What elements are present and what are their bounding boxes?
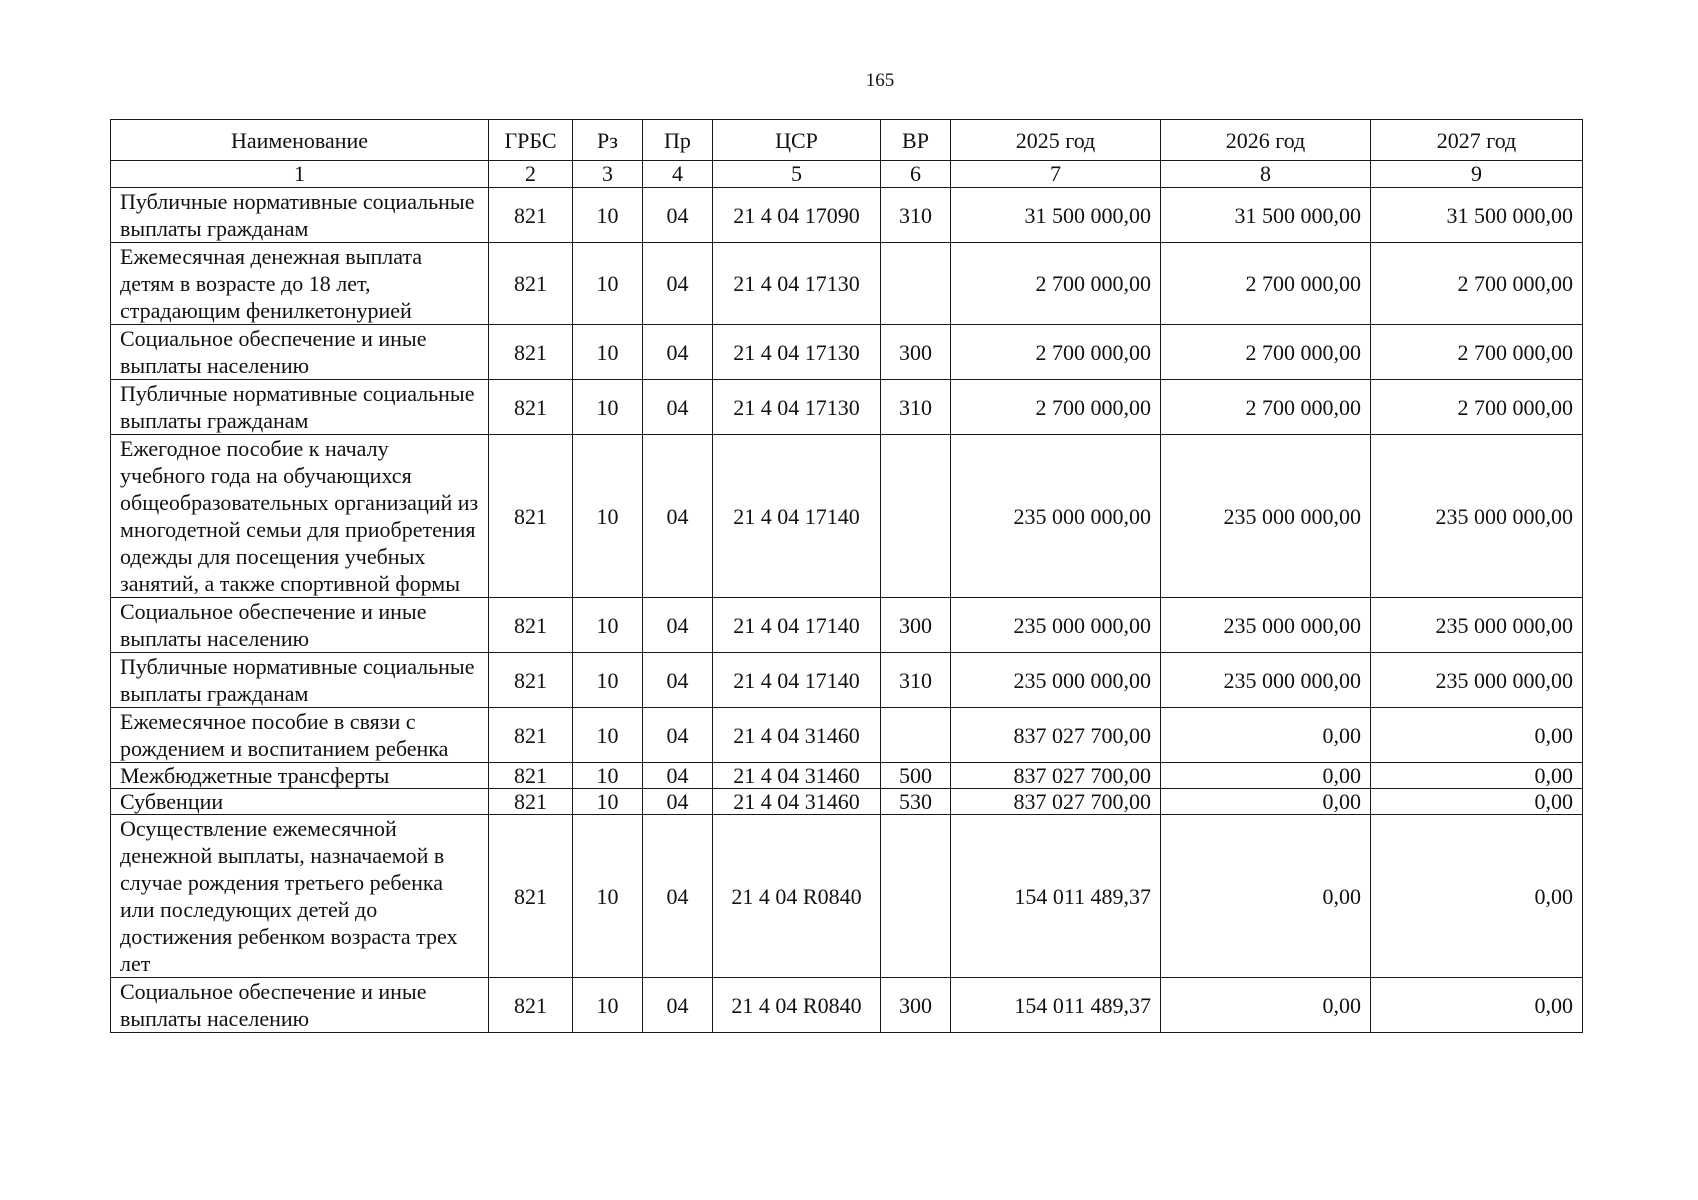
table-row — [111, 708, 1583, 763]
row-pr: 04 — [643, 763, 713, 789]
row-pr: 04 — [643, 708, 713, 763]
column-number-row — [111, 161, 1583, 188]
row-rz: 10 — [573, 653, 643, 708]
row-name: Публичные нормативные социальные выплаты гражданам — [111, 653, 489, 708]
row-rz: 10 — [573, 978, 643, 1033]
table-row — [111, 435, 1583, 598]
column-number: 1 — [111, 161, 489, 188]
row-name: Ежемесячная денежная выплата детям в возрасте до 18 лет, страдающим фенилкетонурией — [111, 243, 489, 325]
row-vr — [881, 435, 951, 598]
header-2027: 2027 год — [1371, 120, 1583, 161]
header-vr: ВР — [881, 120, 951, 161]
table-row — [111, 653, 1583, 708]
row-vr: 310 — [881, 380, 951, 435]
row-rz: 10 — [573, 789, 643, 815]
row-grbs: 821 — [489, 435, 573, 598]
row-grbs: 821 — [489, 978, 573, 1033]
table-row — [111, 598, 1583, 653]
row-grbs: 821 — [489, 789, 573, 815]
row-name: Субвенции — [111, 789, 489, 815]
budget-table — [110, 119, 1583, 1033]
table-row — [111, 243, 1583, 325]
row-pr: 04 — [643, 188, 713, 243]
row-vr — [881, 815, 951, 978]
row-amount-2025: 2 700 000,00 — [951, 380, 1161, 435]
row-pr: 04 — [643, 598, 713, 653]
row-amount-2025: 2 700 000,00 — [951, 325, 1161, 380]
row-vr: 310 — [881, 653, 951, 708]
row-vr: 500 — [881, 763, 951, 789]
header-csr: ЦСР — [713, 120, 881, 161]
row-amount-2027: 2 700 000,00 — [1371, 325, 1583, 380]
row-rz: 10 — [573, 763, 643, 789]
row-csr: 21 4 04 17130 — [713, 380, 881, 435]
table-row — [111, 815, 1583, 978]
row-vr: 310 — [881, 188, 951, 243]
row-pr: 04 — [643, 815, 713, 978]
row-name: Ежемесячное пособие в связи с рождением и воспитанием ребенка — [111, 708, 489, 763]
header-rz: Рз — [573, 120, 643, 161]
table-row — [111, 325, 1583, 380]
row-amount-2026: 0,00 — [1161, 763, 1371, 789]
row-amount-2027: 235 000 000,00 — [1371, 435, 1583, 598]
row-pr: 04 — [643, 435, 713, 598]
row-pr: 04 — [643, 789, 713, 815]
row-amount-2025: 837 027 700,00 — [951, 708, 1161, 763]
header-pr: Пр — [643, 120, 713, 161]
page-number: 165 — [865, 70, 895, 91]
row-grbs: 821 — [489, 380, 573, 435]
row-csr: 21 4 04 31460 — [713, 708, 881, 763]
row-pr: 04 — [643, 978, 713, 1033]
row-name: Публичные нормативные социальные выплаты гражданам — [111, 188, 489, 243]
row-grbs: 821 — [489, 708, 573, 763]
row-csr: 21 4 04 17140 — [713, 598, 881, 653]
header-2026: 2026 год — [1161, 120, 1371, 161]
row-amount-2027: 31 500 000,00 — [1371, 188, 1583, 243]
row-csr: 21 4 04 17140 — [713, 435, 881, 598]
row-rz: 10 — [573, 435, 643, 598]
column-number: 2 — [489, 161, 573, 188]
row-amount-2025: 235 000 000,00 — [951, 598, 1161, 653]
row-vr — [881, 708, 951, 763]
row-amount-2026: 0,00 — [1161, 708, 1371, 763]
row-csr: 21 4 04 31460 — [713, 789, 881, 815]
row-name: Социальное обеспечение и иные выплаты населению — [111, 325, 489, 380]
row-amount-2026: 2 700 000,00 — [1161, 325, 1371, 380]
column-number: 8 — [1161, 161, 1371, 188]
table-row — [111, 978, 1583, 1033]
row-grbs: 821 — [489, 653, 573, 708]
row-amount-2025: 2 700 000,00 — [951, 243, 1161, 325]
row-grbs: 821 — [489, 325, 573, 380]
row-pr: 04 — [643, 243, 713, 325]
row-amount-2027: 235 000 000,00 — [1371, 598, 1583, 653]
row-amount-2025: 837 027 700,00 — [951, 789, 1161, 815]
row-amount-2027: 0,00 — [1371, 815, 1583, 978]
row-name: Осуществление ежемесячной денежной выплаты, назначаемой в случае рождения третьего ребенка или последующих детей до достижения ребенком возраста трех лет — [111, 815, 489, 978]
table-row — [111, 789, 1583, 815]
row-csr: 21 4 04 17130 — [713, 243, 881, 325]
row-vr: 300 — [881, 325, 951, 380]
row-csr: 21 4 04 R0840 — [713, 978, 881, 1033]
row-csr: 21 4 04 17140 — [713, 653, 881, 708]
row-rz: 10 — [573, 380, 643, 435]
table-row — [111, 763, 1583, 789]
row-amount-2026: 0,00 — [1161, 978, 1371, 1033]
row-rz: 10 — [573, 188, 643, 243]
row-amount-2026: 235 000 000,00 — [1161, 598, 1371, 653]
row-amount-2027: 0,00 — [1371, 708, 1583, 763]
row-csr: 21 4 04 17130 — [713, 325, 881, 380]
row-grbs: 821 — [489, 598, 573, 653]
row-amount-2027: 0,00 — [1371, 763, 1583, 789]
header-name: Наименование — [111, 120, 489, 161]
row-amount-2026: 2 700 000,00 — [1161, 380, 1371, 435]
header-row — [111, 120, 1583, 161]
row-vr: 300 — [881, 598, 951, 653]
row-amount-2025: 154 011 489,37 — [951, 978, 1161, 1033]
row-csr: 21 4 04 31460 — [713, 763, 881, 789]
row-amount-2025: 837 027 700,00 — [951, 763, 1161, 789]
row-name: Межбюджетные трансферты — [111, 763, 489, 789]
row-amount-2026: 235 000 000,00 — [1161, 435, 1371, 598]
row-amount-2025: 235 000 000,00 — [951, 435, 1161, 598]
column-number: 3 — [573, 161, 643, 188]
row-rz: 10 — [573, 325, 643, 380]
column-number: 4 — [643, 161, 713, 188]
row-csr: 21 4 04 R0840 — [713, 815, 881, 978]
row-csr: 21 4 04 17090 — [713, 188, 881, 243]
row-amount-2027: 235 000 000,00 — [1371, 653, 1583, 708]
row-name: Социальное обеспечение и иные выплаты населению — [111, 598, 489, 653]
row-pr: 04 — [643, 380, 713, 435]
column-number: 9 — [1371, 161, 1583, 188]
row-grbs: 821 — [489, 815, 573, 978]
table-row — [111, 380, 1583, 435]
row-amount-2027: 2 700 000,00 — [1371, 380, 1583, 435]
row-vr — [881, 243, 951, 325]
row-name: Социальное обеспечение и иные выплаты населению — [111, 978, 489, 1033]
row-amount-2026: 235 000 000,00 — [1161, 653, 1371, 708]
row-grbs: 821 — [489, 188, 573, 243]
row-rz: 10 — [573, 815, 643, 978]
header-grbs: ГРБС — [489, 120, 573, 161]
row-amount-2027: 0,00 — [1371, 789, 1583, 815]
column-number: 7 — [951, 161, 1161, 188]
row-amount-2025: 154 011 489,37 — [951, 815, 1161, 978]
row-pr: 04 — [643, 653, 713, 708]
row-rz: 10 — [573, 243, 643, 325]
row-grbs: 821 — [489, 243, 573, 325]
row-amount-2025: 235 000 000,00 — [951, 653, 1161, 708]
row-amount-2026: 31 500 000,00 — [1161, 188, 1371, 243]
column-number: 5 — [713, 161, 881, 188]
row-name: Публичные нормативные социальные выплаты гражданам — [111, 380, 489, 435]
row-vr: 530 — [881, 789, 951, 815]
row-amount-2026: 0,00 — [1161, 815, 1371, 978]
row-rz: 10 — [573, 708, 643, 763]
row-amount-2027: 2 700 000,00 — [1371, 243, 1583, 325]
row-rz: 10 — [573, 598, 643, 653]
row-amount-2026: 2 700 000,00 — [1161, 243, 1371, 325]
table-row — [111, 188, 1583, 243]
column-number: 6 — [881, 161, 951, 188]
row-pr: 04 — [643, 325, 713, 380]
header-2025: 2025 год — [951, 120, 1161, 161]
row-amount-2026: 0,00 — [1161, 789, 1371, 815]
row-amount-2027: 0,00 — [1371, 978, 1583, 1033]
row-amount-2025: 31 500 000,00 — [951, 188, 1161, 243]
row-name: Ежегодное пособие к началу учебного года на обучающихся общеобразовательных организаций из многодетной семьи для приобретения одежды для посещения учебных занятий, а также спортивной формы — [111, 435, 489, 598]
row-grbs: 821 — [489, 763, 573, 789]
row-vr: 300 — [881, 978, 951, 1033]
